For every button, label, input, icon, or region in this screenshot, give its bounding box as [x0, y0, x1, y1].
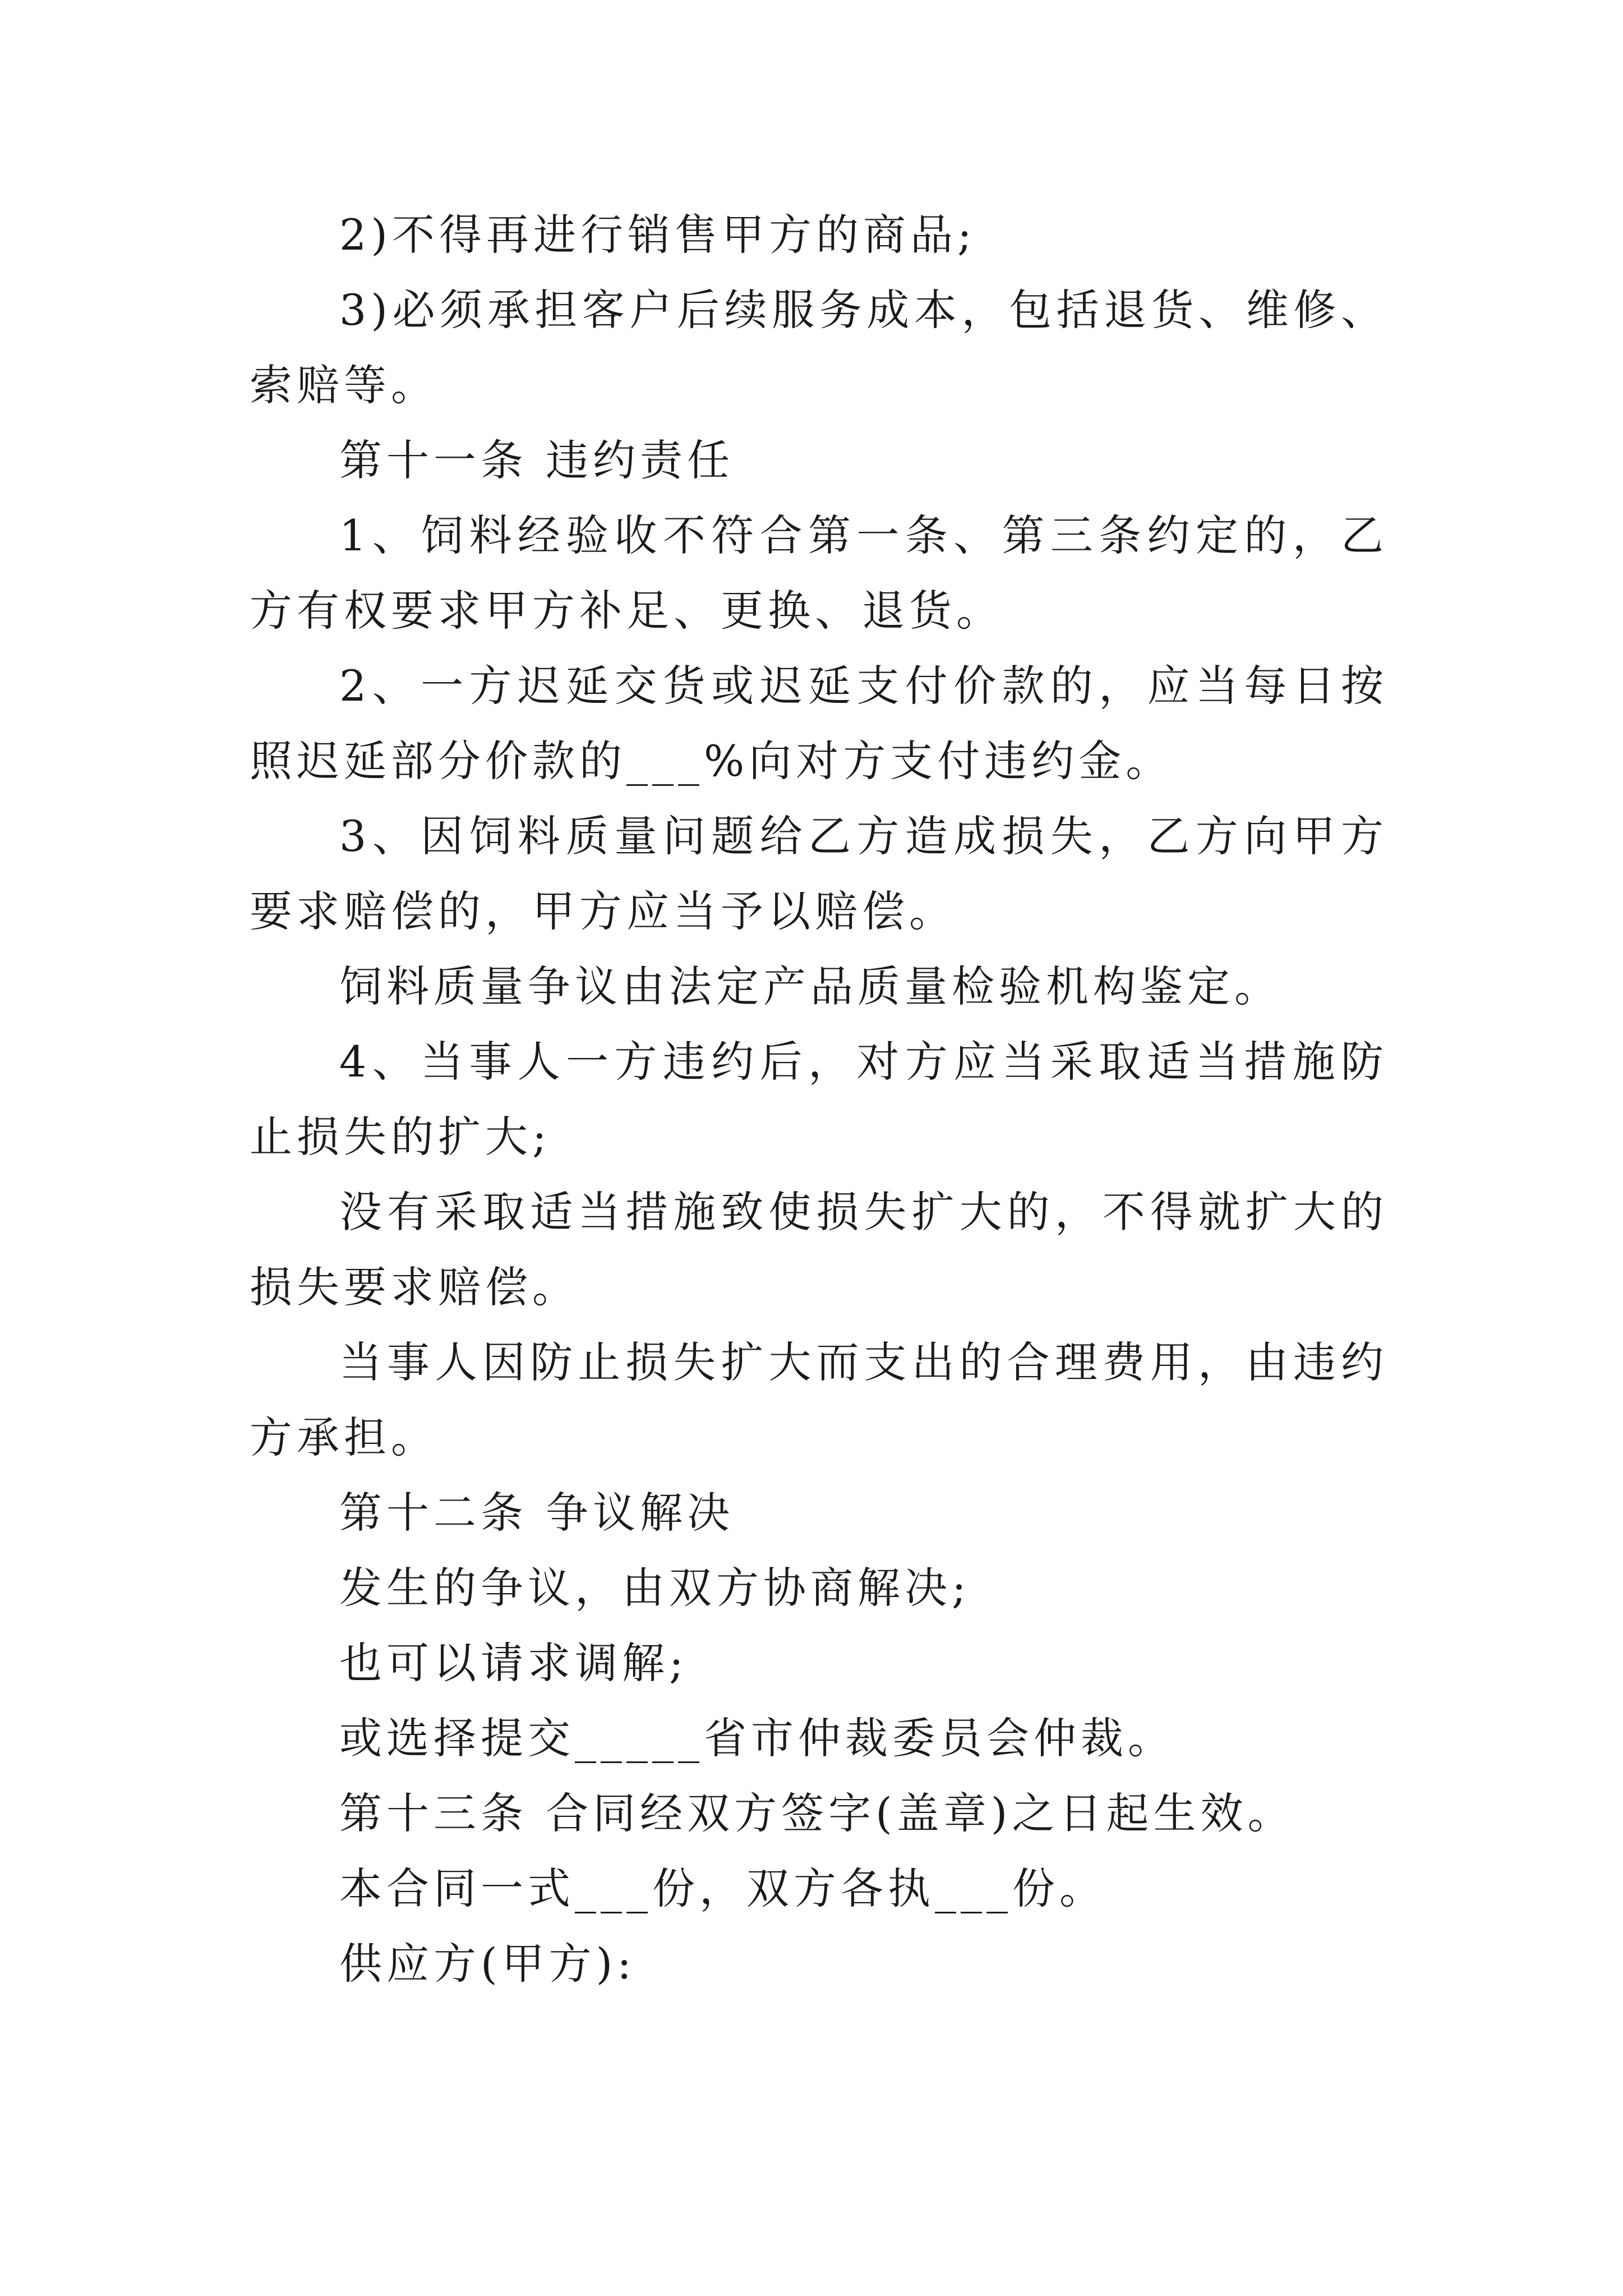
- clause-paragraph: 1、饲料经验收不符合第一条、第三条约定的，乙方有权要求甲方补足、更换、退货。: [250, 510, 1388, 636]
- clause-paragraph: 饲料质量争议由法定产品质量检验机构鉴定。: [339, 961, 1281, 1011]
- clause-paragraph: 或选择提交_____省市仲裁委员会仲裁。: [339, 1713, 1175, 1763]
- clause-paragraph: 3、因饲料质量问题给乙方造成损失，乙方向甲方要求赔偿的，甲方应当予以赔偿。: [250, 811, 1388, 936]
- clause-paragraph: 没有采取适当措施致使损失扩大的，不得就扩大的损失要求赔偿。: [250, 1187, 1388, 1312]
- clause-paragraph: 3)必须承担客户后续服务成本，包括退货、维修、索赔等。: [250, 285, 1388, 410]
- clause-paragraph: 当事人因防止损失扩大而支出的合理费用，由违约方承担。: [250, 1337, 1388, 1462]
- clause-paragraph: 2、一方迟延交货或迟延支付价款的，应当每日按照迟延部分价款的___%向对方支付违约金。: [250, 661, 1388, 786]
- clause-paragraph: 本合同一式___份，双方各执___份。: [339, 1864, 1106, 1913]
- clause-paragraph: 发生的争议，由双方协商解决;: [339, 1563, 971, 1613]
- clause-paragraph: 也可以请求调解;: [339, 1638, 688, 1688]
- clause-paragraph: 2)不得再进行销售甲方的商品;: [339, 210, 976, 260]
- section-heading: 第十一条 违约责任: [339, 435, 735, 485]
- section-heading: 第十二条 争议解决: [339, 1488, 735, 1538]
- document-body: [250, 197, 1388, 2001]
- section-heading: 第十三条 合同经双方签字(盖章)之日起生效。: [339, 1788, 1295, 1838]
- signature-line: 供应方(甲方):: [339, 1939, 636, 1989]
- clause-paragraph: 4、当事人一方违约后，对方应当采取适当措施防止损失的扩大;: [250, 1037, 1388, 1162]
